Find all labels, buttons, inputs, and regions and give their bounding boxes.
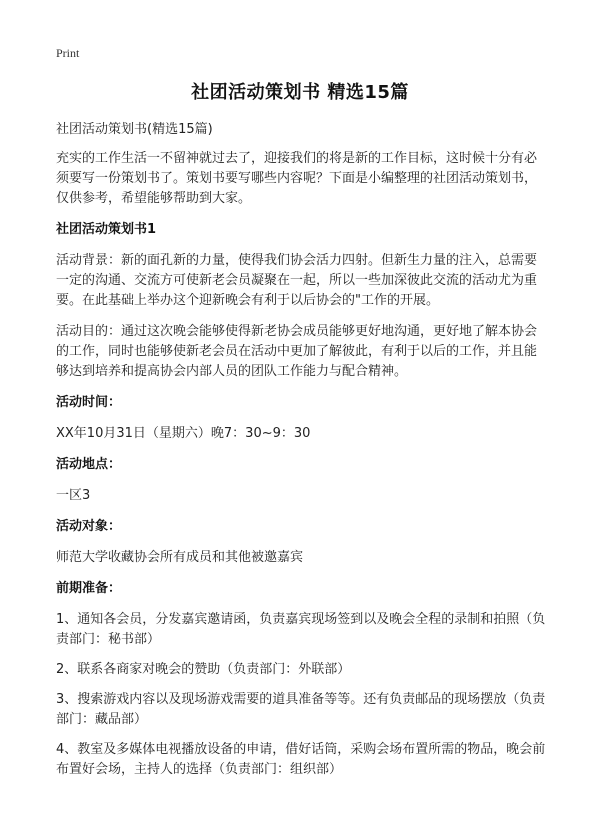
document-subtitle: 社团活动策划书(精选15篇) — [56, 122, 213, 137]
list-item: 2、联系各商家对晚会的赞助（负责部门：外联部） — [56, 662, 351, 677]
background-paragraph: 活动背景：新的面孔新的力量，使得我们协会活力四射。但新生力量的注入，总需要一定的沟通、交流方可使新老会员凝聚在一起，所以一些加深彼此交流的活动尤为重要。在此基础上举办这个迎新晚会有利于以后协会的"工作的开展。 — [56, 253, 538, 308]
document-title: 社团活动策划书 精选15篇 — [191, 82, 409, 103]
intro-paragraph: 充实的工作生活一不留神就过去了，迎接我们的将是新的工作目标，这时候十分有必须要写一份策划书了。策划书要写哪些内容呢？下面是小编整理的社团活动策划书，仅供参考，希望能够帮助到大家。 — [56, 151, 538, 206]
purpose-paragraph: 活动目的：通过这次晚会能够使得新老协会成员能够更好地沟通，更好地了解本协会的工作，同时也能够使新老会员在活动中更加了解彼此，有利于以后的工作，并且能够达到培养和提高协会内部人员的团队工作能力与配合精神。 — [56, 324, 538, 379]
audience-value: 师范大学收藏协会所有成员和其他被邀嘉宾 — [56, 550, 304, 565]
audience-heading: 活动对象： — [56, 519, 122, 534]
time-heading: 活动时间： — [56, 395, 122, 410]
time-value: XX年10月31日（星期六）晚7：30~9：30 — [56, 426, 311, 441]
print-link[interactable]: Print — [56, 46, 80, 60]
list-item: 1、通知各会员，分发嘉宾邀请函，负责嘉宾现场签到以及晚会全程的录制和拍照（负责部门：秘书部） — [56, 612, 546, 647]
prep-list — [56, 610, 546, 780]
section-heading: 社团活动策划书1 — [56, 222, 157, 237]
list-item: 3、搜索游戏内容以及现场游戏需要的道具准备等等。还有负责邮品的现场摆放（负责部门：藏品部） — [56, 692, 546, 727]
prep-heading: 前期准备： — [56, 581, 122, 596]
list-item: 4、教室及多媒体电视播放设备的申请，借好话筒，采购会场布置所需的物品，晚会前布置好会场，主持人的选择（负责部门：组织部） — [56, 742, 546, 777]
place-heading: 活动地点： — [56, 457, 122, 472]
place-value: 一区3 — [56, 488, 91, 503]
document-body — [56, 120, 546, 790]
